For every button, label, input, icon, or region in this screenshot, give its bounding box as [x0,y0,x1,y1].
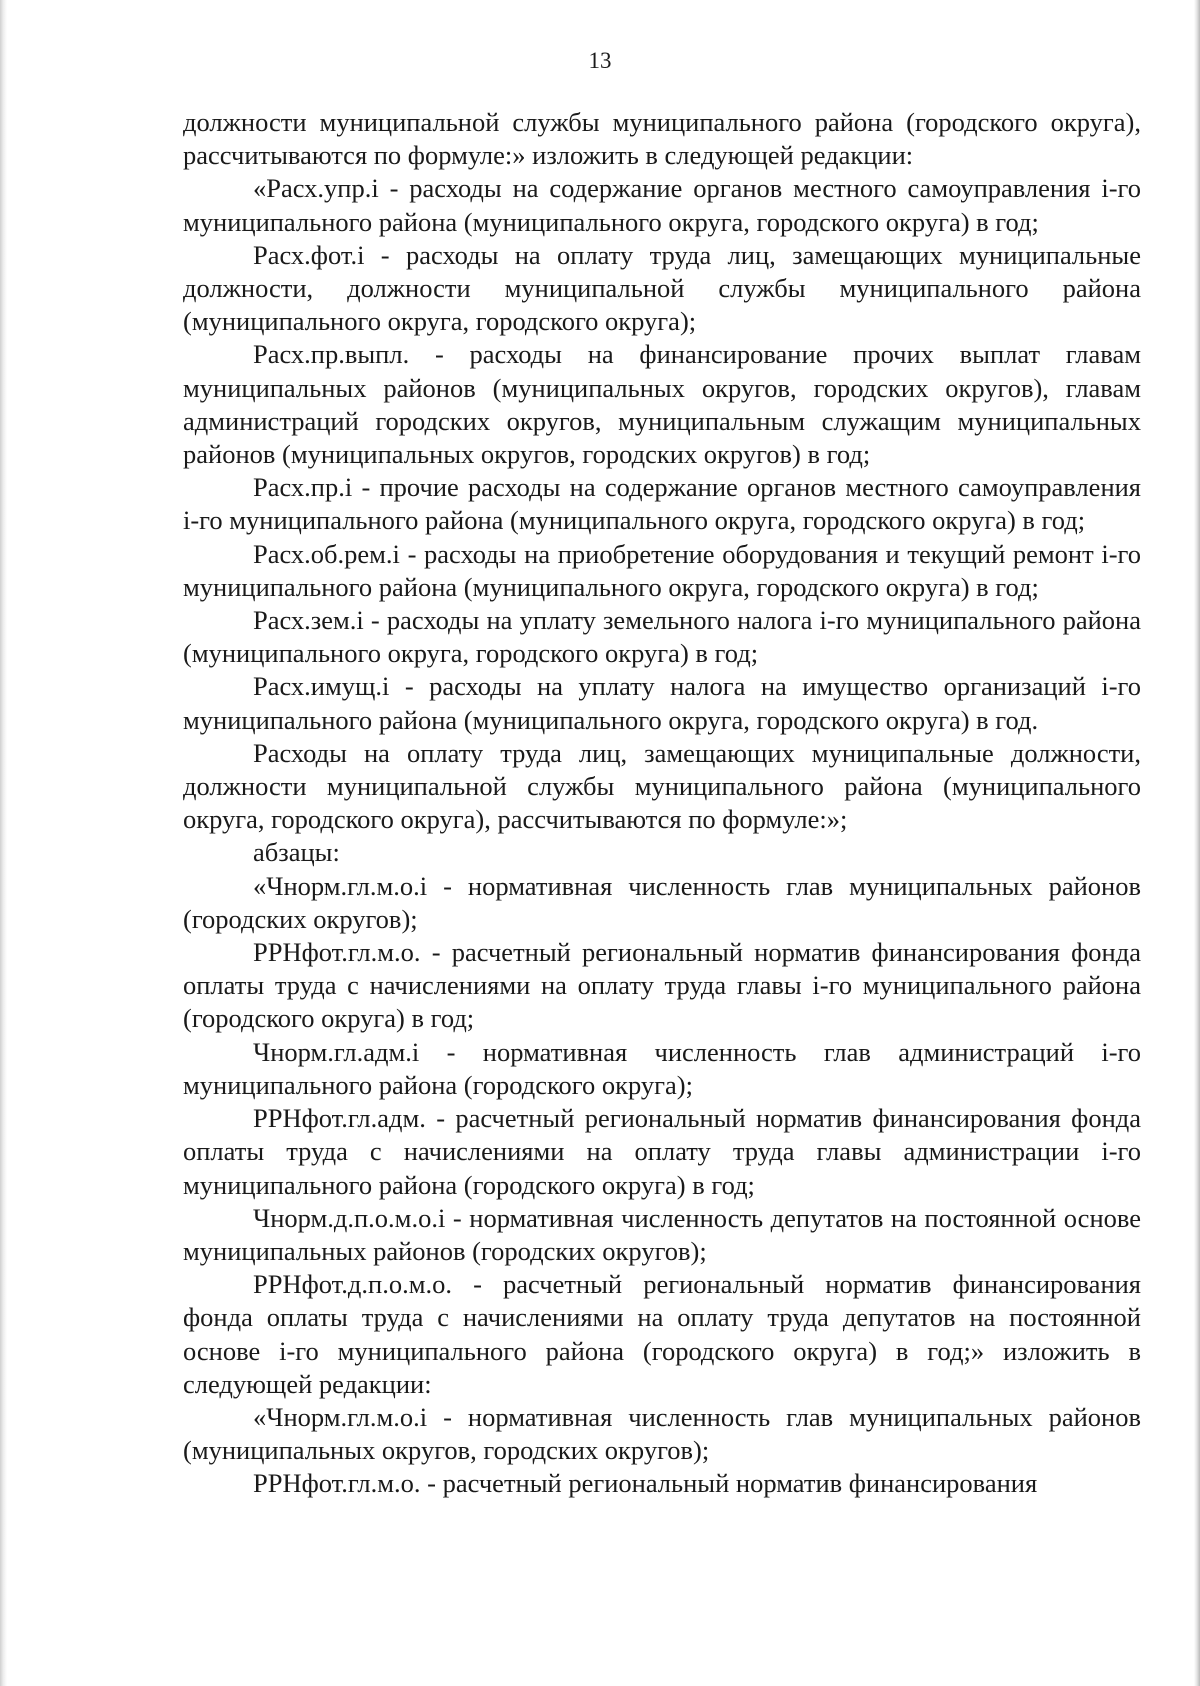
page-number: 13 [588,48,612,73]
paragraph: Расх.имущ.i - расходы на уплату налога на имущество организаций i-го муниципального района (муниципального округа, городского округа) в год. [183,671,1141,735]
paragraph: «Расх.упр.i - расходы на содержание органов местного самоуправления i-го муниципального района (муниципального округа, городского округа) в год; [183,173,1141,237]
paragraph: «Чнорм.гл.м.о.i - нормативная численность глав муниципальных районов (муниципальных округов, городских округов); [183,1401,1141,1466]
paragraph: должности муниципальной службы муниципального района (городского округа), рассчитываются по формуле:» изложить в следующей редакции: [183,107,1141,171]
paragraph: Расх.пр.i - прочие расходы на содержание органов местного самоуправления i-го муниципального района (муниципального округа, городского округа) в год; [183,472,1141,536]
paragraph: Расходы на оплату труда лиц, замещающих муниципальные должности, должности муниципальной службы муниципального района (муниципального округа, городского округа), рассчитываются по формуле:»; [183,737,1141,835]
paragraph: абзацы: [253,837,340,868]
paragraph: Расх.об.рем.i - расходы на приобретение оборудования и текущий ремонт i-го муниципального района (муниципального округа, городского округа) в год; [183,538,1141,602]
scan-edge-left [0,0,7,1686]
paragraph: РРНфот.гл.м.о. - расчетный региональный норматив финансирования [253,1468,1038,1499]
paragraph: Чнорм.д.п.о.м.о.i - нормативная численность депутатов на постоянной основе муниципальных районов (городских округов); [183,1202,1141,1266]
scan-edge-right [1194,0,1200,1686]
paragraph: Расх.зем.i - расходы на уплату земельного налога i-го муниципального района (муниципального округа, городского округа) в год; [183,605,1141,669]
paragraph: Расх.пр.выпл. - расходы на финансирование прочих выплат главам муниципальных районов (муниципальных округов, городских округов), главам администраций городских округов, муниципальным служащим муниципальных районов (муниципальных округов, городских округов) в год; [183,339,1141,470]
paragraph: Расх.фот.i - расходы на оплату труда лиц, замещающих муниципальные должности, должности муниципальной службы муниципального района (муниципального округа, городского округа); [183,239,1141,337]
document-body [183,106,1141,1501]
paragraph: РРНфот.гл.адм. - расчетный региональный норматив финансирования фонда оплаты труда с начислениями на оплату труда главы администрации i-го муниципального района (городского округа) в год; [183,1103,1141,1200]
paragraph: Чнорм.гл.адм.i - нормативная численность глав администраций i-го муниципального района (городского округа); [183,1036,1141,1100]
paragraph: РРНфот.д.п.о.м.о. - расчетный региональный норматив финансирования фонда оплаты труда с начислениями на оплату труда депутатов на постоянной основе i-го муниципального района (городского округа) в год;» изложить в следующей редакции: [183,1269,1141,1399]
paragraph: «Чнорм.гл.м.о.i - нормативная численность глав муниципальных районов (городских округов); [183,870,1141,934]
paragraph: РРНфот.гл.м.о. - расчетный региональный норматив финансирования фонда оплаты труда с начислениями на оплату труда главы i-го муниципального района (городского округа) в год; [183,937,1141,1034]
